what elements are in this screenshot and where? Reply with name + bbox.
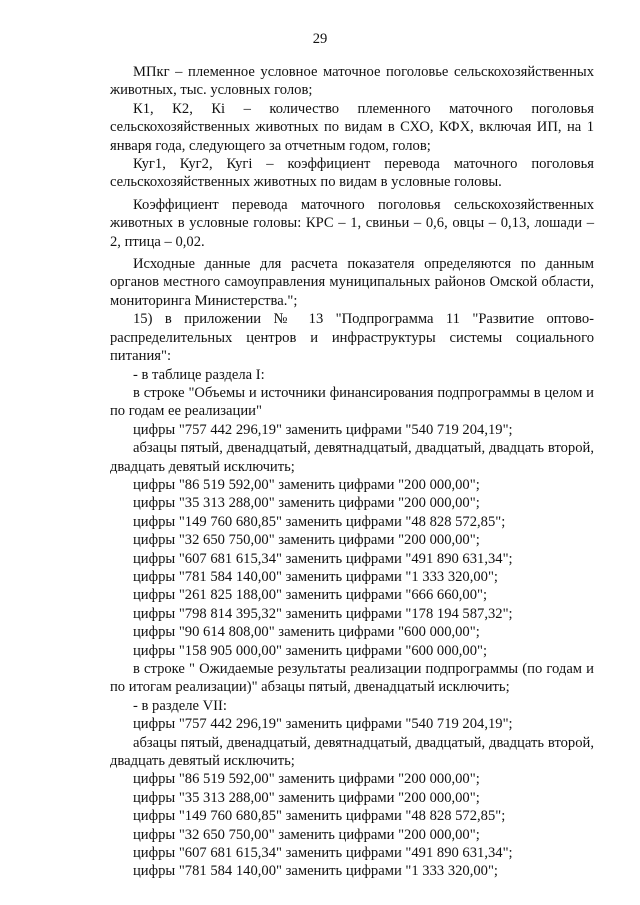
paragraph: цифры "607 681 615,34" заменить цифрами "491 890 631,34"; — [133, 845, 513, 862]
paragraph: цифры "35 313 288,00" заменить цифрами "200 000,00"; — [133, 495, 480, 512]
paragraph: МПкг – племенное условное маточное поголовье сельскохозяйственных животных, тыс. условных голов; — [110, 64, 594, 99]
paragraph: в строке " Ожидаемые результаты реализации подпрограммы (по годам и по итогам реализации)" абзацы пятый, двенадцатый исключить; — [110, 661, 594, 696]
paragraph: К1, К2, Кi – количество племенного маточного поголовья сельскохозяйственных животных по видам в СХО, КФХ, включая ИП, на 1 января года, следующего за отчетным годом, голов; — [110, 100, 594, 154]
paragraph: цифры "35 313 288,00" заменить цифрами "200 000,00"; — [133, 789, 480, 806]
paragraph: цифры "757 442 296,19" заменить цифрами "540 719 204,19"; — [133, 421, 513, 438]
paragraph: цифры "149 760 680,85" заменить цифрами "48 828 572,85"; — [133, 808, 506, 825]
paragraph: цифры "781 584 140,00" заменить цифрами "1 333 320,00"; — [133, 568, 498, 585]
paragraph: Исходные данные для расчета показателя определяются по данным органов местного самоуправления муниципальных районов Омской области, мониторинга Министерства."; — [110, 256, 594, 309]
paragraph: цифры "607 681 615,34" заменить цифрами "491 890 631,34"; — [133, 550, 513, 567]
paragraph: цифры "757 442 296,19" заменить цифрами "540 719 204,19"; — [133, 716, 513, 733]
paragraph: - в таблице раздела I: — [133, 366, 265, 383]
paragraph: - в разделе VII: — [133, 697, 227, 714]
page-number: 29 — [312, 31, 328, 47]
paragraph: цифры "32 650 750,00" заменить цифрами "200 000,00"; — [133, 532, 480, 549]
paragraph: 15) в приложении № 13 "Подпрограмма 11 "Развитие оптово-распределительных центров и инфраструктуры системы социального питания": — [110, 311, 594, 365]
paragraph: цифры "261 825 188,00" заменить цифрами "666 660,00"; — [133, 587, 488, 604]
paragraph: Коэффициент перевода маточного поголовья сельскохозяйственных животных в условные головы: КРС – 1, свиньи – 0,6, овцы – 0,13, лошади – 2, птица – 0,02. — [110, 196, 594, 250]
paragraph: абзацы пятый, двенадцатый, девятнадцатый, двадцатый, двадцать второй, двадцать девятый исключить; — [110, 440, 594, 475]
paragraph: цифры "798 814 395,32" заменить цифрами "178 194 587,32"; — [133, 605, 513, 622]
paragraph: цифры "86 519 592,00" заменить цифрами "200 000,00"; — [133, 771, 480, 788]
document-body — [110, 63, 594, 881]
paragraph: в строке "Объемы и источники финансирования подпрограммы в целом и по годам ее реализации" — [110, 384, 594, 420]
paragraph: Куг1, Куг2, Кугi – коэффициент перевода маточного поголовья сельскохозяйственных животных по видам в условные головы. — [110, 156, 594, 191]
paragraph: цифры "158 905 000,00" заменить цифрами "600 000,00"; — [133, 642, 488, 659]
paragraph: цифры "32 650 750,00" заменить цифрами "200 000,00"; — [133, 826, 480, 843]
paragraph: цифры "90 614 808,00" заменить цифрами "600 000,00"; — [133, 624, 480, 641]
paragraph: цифры "86 519 592,00" заменить цифрами "200 000,00"; — [133, 476, 480, 493]
paragraph: абзацы пятый, двенадцатый, девятнадцатый, двадцатый, двадцать второй, двадцать девятый исключить; — [110, 734, 594, 770]
paragraph: цифры "781 584 140,00" заменить цифрами "1 333 320,00"; — [133, 863, 498, 880]
paragraph: цифры "149 760 680,85" заменить цифрами "48 828 572,85"; — [133, 513, 506, 530]
